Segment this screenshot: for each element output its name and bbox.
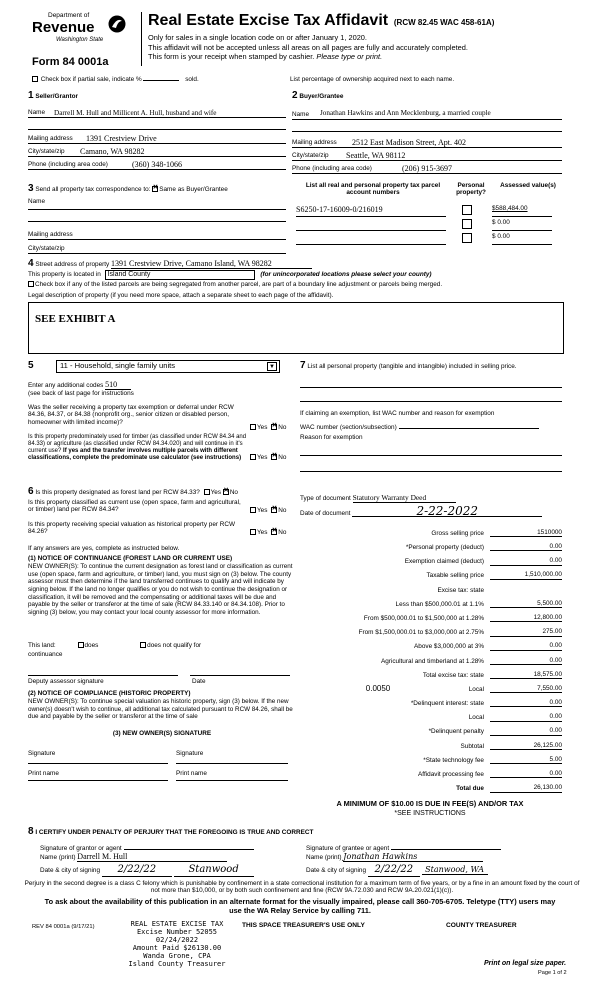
assessed-header: Assessed value(s): [500, 182, 556, 189]
tax-table: [298, 523, 562, 793]
sec4-street-row: 4 Street address of property 1391 Crestview Drive, Camano Island, WA 98282: [28, 258, 560, 270]
grantee-date-row: Date & city of signing 2/22/22 Stanwood, WA: [306, 864, 568, 877]
segregated-checkbox[interactable]: [28, 281, 34, 287]
tax-row-label: *State technology fee: [423, 756, 484, 764]
parcel-number-field[interactable]: [296, 233, 446, 245]
deputy-date-line[interactable]: [190, 670, 290, 676]
assessed-value-field[interactable]: $ 0.00: [492, 219, 552, 231]
sec3-mailing-row: Mailing address: [28, 228, 286, 240]
buyer-name-row2[interactable]: [292, 124, 562, 132]
state-label: Washington State: [56, 37, 104, 43]
personal-header: Personal property?: [456, 182, 486, 197]
tax-row-label: Local: [468, 714, 484, 722]
legal-size-note: Print on legal size paper.: [484, 960, 567, 967]
ownership-note: List percentage of ownership acquired next to each name.: [290, 76, 455, 83]
grantor-sig-row: Signature of grantor or agent: [40, 840, 290, 852]
buyer-heading: 2 Buyer/Grantee: [292, 90, 344, 101]
tax-row-label: Total excise tax: state: [422, 671, 484, 679]
tax-row: [298, 523, 562, 537]
tax-row-value[interactable]: 7,550.00: [490, 685, 562, 693]
seller-name-row2[interactable]: [28, 122, 286, 130]
tax-row-value[interactable]: 0.00: [490, 657, 562, 665]
partial-sale-row: [32, 76, 199, 83]
minimum-notice: A MINIMUM OF $10.00 IS DUE IN FEE(S) AND/OR TAX: [336, 799, 524, 808]
tax-row: [298, 551, 562, 565]
historic-no-checkbox[interactable]: [271, 529, 277, 535]
header-instructions: [148, 33, 468, 62]
deputy-label: Deputy assessor signature: [28, 678, 104, 685]
sec5-number: 5: [28, 360, 34, 371]
county-select[interactable]: Island County: [105, 270, 255, 280]
grantee-date-field[interactable]: 2/22/22: [368, 864, 420, 877]
wac-row: WAC number (section/subsection): [300, 424, 562, 431]
tax-row-value[interactable]: 18,575.00: [490, 671, 562, 679]
owner-sig-line-1[interactable]: [28, 760, 168, 764]
buyer-city-field[interactable]: Seattle, WA 98112: [346, 150, 406, 160]
tax-row-label: Subtotal: [460, 742, 484, 750]
legal-description-text: SEE EXHIBIT A: [35, 313, 116, 325]
grantor-date-field[interactable]: 2/22/22: [102, 864, 172, 877]
sec5-q1: Was the seller receiving a property tax exemption or deferral under RCW 84.36, 84.37, or 84.38 (nonprofit org., senior citizen or disabled person, homeowner with limited income)?: [28, 404, 234, 426]
personal-property-checkbox[interactable]: [462, 233, 472, 243]
tax-row-value[interactable]: 0.00: [490, 770, 562, 778]
legal-description-box[interactable]: [28, 302, 564, 354]
deputy-date-label: Date: [192, 678, 206, 685]
local-rate[interactable]: 0.0050: [365, 684, 391, 694]
tax-row: [298, 608, 562, 622]
grantee-city-field[interactable]: Stanwood, WA: [422, 865, 488, 875]
tax-row-label: Less than $500,000.01 at 1.1%: [395, 600, 484, 608]
certify-line: 8 I CERTIFY UNDER PENALTY OF PERJURY THAT THE FOREGOING IS TRUE AND CORRECT: [28, 826, 314, 837]
sec6-q3-answer: Yes ✕ No: [250, 529, 286, 536]
doc-date-field[interactable]: 2-22-2022: [352, 506, 542, 517]
buyer-city-row: City/state/zip Seattle, WA 98112: [292, 149, 562, 161]
tax-row-label: *Personal property (deduct): [405, 544, 484, 552]
deputy-signature-line[interactable]: [28, 670, 178, 676]
treasurer-stamp: REAL ESTATE EXCISE TAX Excise Number 52055 02/24/2022 Amount Paid $26130.00 Wanda Grone, CPA Island County Treasurer: [128, 920, 226, 969]
tax-row-value[interactable]: 26,130.00: [490, 784, 562, 792]
page-title: Real Estate Excise Tax Affidavit: [148, 12, 389, 29]
owner-sig-title: (3) NEW OWNER(S) SIGNATURE: [112, 730, 212, 737]
dropdown-arrow-icon[interactable]: ▼: [267, 362, 277, 371]
does-checkbox[interactable]: [78, 642, 84, 648]
exemption-label: If claiming an exemption, list WAC number and reason for exemption: [300, 410, 495, 417]
continuance-label: continuance: [28, 651, 63, 658]
grantor-date-row: Date & city of signing 2/22/22 Stanwood: [40, 864, 300, 877]
tax-row-value[interactable]: 0.00: [490, 713, 562, 721]
owner-print-label-2: Print name: [176, 770, 207, 777]
parcel-row: [296, 205, 561, 217]
tax-row: [298, 707, 562, 721]
current-use-no-checkbox[interactable]: [271, 507, 277, 513]
rcw-ref: (RCW 82.45 WAC 458-61A): [393, 18, 495, 27]
tax-row: [298, 722, 562, 736]
parcel-row: [296, 219, 561, 231]
partial-sale-label: Check box if partial sale, indicate %: [40, 76, 142, 83]
page-number: Page 1 of 2: [538, 970, 567, 976]
tax-row: [298, 679, 562, 693]
sec4-county-row: This property is located in Island County (for unincorporated locations please select your county): [28, 270, 432, 280]
notice1-body: NEW OWNER(S): To continue the current designation as forest land or classification as current use (open space, farm and agriculture, or timber) land, you must sign on (3) below. The county assessor must then determine if the land transferred continues to qualify and will indicate by signing below. If the land no longer qualifies or you do not wish to continue the designation or classification, it will be removed and the compensating or additional taxes will be due and payable by the seller or transferor at the time of sale (RCW 84.33.140 or 84.34.108). Prior to signing (3) below, you may contact your local county assessor for more information.: [28, 563, 293, 617]
seller-mailing-field[interactable]: 1391 Crestview Drive: [86, 133, 157, 143]
sec5-q2-answer: Yes ✕ No: [250, 454, 286, 461]
tax-row-value[interactable]: 0.00: [490, 557, 562, 565]
same-as-buyer-checkbox[interactable]: [152, 186, 158, 192]
grantor-name-row: Name (print) Darrell M. Hull: [40, 852, 290, 862]
sec7-label: 7 List all personal property (tangible and intangible) included in selling price.: [300, 360, 517, 371]
tax-row-label: *Delinquent penalty: [428, 728, 484, 736]
tax-row: [298, 537, 562, 551]
tax-row: [298, 736, 562, 750]
tax-row: [298, 651, 562, 665]
buyer-mailing-row: Mailing address 2512 East Madison Street, Apt. 402: [292, 136, 562, 148]
tax-row-value[interactable]: 26,125.00: [490, 742, 562, 750]
seller-name-field[interactable]: Darrell M. Hull and Millicent A. Hull, husband and wife: [54, 108, 217, 117]
sec6-q1: 6 Is this property designated as forest land per RCW 84.33? Yes ✕ No: [28, 486, 298, 498]
q1-no-checkbox[interactable]: [271, 424, 277, 430]
sec6-q2: Is this property classified as current use (open space, farm and agricultural, or timber) land per RCW 84.34?: [28, 499, 241, 514]
perjury-notice: Perjury in the second degree is a class C felony which is punishable by confinement in a state correctional institution for a maximum term of five years, or by a fine in an amount fixed by the court of not more than $10,000, or by both such confinement and fine (RCW 9A.72.030 and RCW 9A.20.021(1)(c)).: [24, 880, 580, 895]
grantor-name-field[interactable]: Darrell M. Hull: [77, 852, 227, 862]
tax-row-value[interactable]: 5,500.00: [490, 600, 562, 608]
instr-line1: Only for sales in a single location code on or after January 1, 2020.: [148, 33, 367, 42]
instr-line3: This form is your receipt when stamped by cashier. Please type or print.: [148, 52, 383, 62]
buyer-mailing-field[interactable]: 2512 East Madison Street, Apt. 402: [352, 137, 466, 147]
tax-row-value[interactable]: 1510000: [490, 529, 562, 537]
owner-print-label-1: Print name: [28, 770, 59, 777]
sec6-q3: Is this property receiving special valuation as historical property per RCW 84.26?: [28, 521, 236, 536]
seller-mailing-row: Mailing address 1391 Crestview Drive: [28, 132, 286, 144]
this-land-row: This land: does does not qualify for: [28, 642, 202, 649]
revenue-swirl-icon: [108, 15, 126, 33]
grantee-name-field[interactable]: Jonathan Hawkins: [343, 852, 483, 862]
seller-city-field[interactable]: Camano, WA 98282: [80, 146, 145, 156]
tax-row: [298, 637, 562, 651]
property-street-field[interactable]: 1391 Crestview Drive, Camano Island, WA 98282: [111, 259, 312, 269]
tax-row-label: Affidavit processing fee: [418, 771, 484, 779]
see-back-note: (see back of last page for instructions: [28, 390, 134, 397]
buyer-name-row: Name Jonathan Hawkins and Ann Mecklenburg, a married couple: [292, 106, 562, 120]
use-code-select[interactable]: 11 - Household, single family units ▼: [56, 360, 280, 373]
personal-property-line-1[interactable]: [300, 382, 562, 388]
parcel-number-field[interactable]: [296, 219, 446, 231]
header-divider: [141, 12, 142, 66]
historic-yes-checkbox[interactable]: [250, 529, 256, 535]
tax-row-value[interactable]: 5.00: [490, 756, 562, 764]
page-title-block: [148, 12, 494, 30]
sec3-city-row: City/state/zip: [28, 242, 286, 254]
seller-heading: 1 Seller/Grantor: [28, 90, 78, 101]
grantee-sig-row: Signature of grantee or agent: [306, 840, 566, 852]
parcel-row: [296, 233, 561, 245]
tax-row-label: Excise tax: state: [437, 586, 484, 594]
buyer-phone-field[interactable]: (206) 915-3697: [402, 163, 452, 173]
personal-property-checkbox[interactable]: [462, 205, 472, 215]
tax-row-label: Total due: [456, 785, 484, 793]
q2-yes-checkbox[interactable]: [250, 454, 256, 460]
does-not-checkbox[interactable]: [140, 642, 146, 648]
sec6-if-any: If any answers are yes, complete as instructed below.: [28, 545, 180, 552]
seller-phone-row: Phone (including area code) (360) 348-1066: [28, 158, 286, 170]
forest-no-checkbox[interactable]: [223, 489, 229, 495]
form-number: Form 84 0001a: [32, 56, 109, 68]
tax-row: [298, 594, 562, 608]
see-instructions: *SEE INSTRUCTIONS: [394, 810, 466, 817]
tax-row: [298, 665, 562, 679]
sec6-q2-answer: Yes ✕ No: [250, 507, 286, 514]
tax-row: [298, 764, 562, 778]
parcel-header: List all real and personal property tax parcel account numbers: [305, 182, 441, 197]
partial-sold-label: sold.: [185, 76, 199, 83]
tax-row-label: From $500,000.01 to $1,500,000 at 1.28%: [363, 614, 484, 622]
sec3-heading: 3 Send all property tax correspondence to: ✕ Same as Buyer/Grantee: [28, 183, 228, 195]
treasurer-space: THIS SPACE TREASURER'S USE ONLY: [242, 922, 365, 929]
notice2-body: NEW OWNER(S): To continue special valuation as historic property, sign (3) below. If the new owner(s) doesn't wish to continue, all additional tax calculated pursuant to RCW 84.26, shall be due and payable by the seller or transferor at the time of sale: [28, 698, 293, 721]
assessed-value-field[interactable]: $588,484.00: [492, 205, 552, 217]
tax-row-value[interactable]: 0.00: [490, 727, 562, 735]
tax-row-label: Above $3,000,000 at 3%: [414, 643, 484, 651]
doc-type-row: Type of document Statutory Warranty Deed: [300, 494, 562, 503]
owner-sig-label-2: Signature: [176, 750, 204, 757]
q2-no-checkbox[interactable]: [271, 454, 277, 460]
owner-print-line-1[interactable]: [28, 777, 168, 781]
legal-label: Legal description of property (if you need more space, attach a separate sheet to each page of the affidavit).: [28, 292, 334, 299]
sec3-name-row: Name: [28, 198, 286, 210]
tax-row-label: Taxable selling price: [426, 572, 484, 580]
additional-codes-row: Enter any additional codes 510: [28, 380, 131, 389]
tax-row-label: Agricultural and timberland at 1.28%: [380, 657, 484, 665]
reason-line-2[interactable]: [300, 466, 562, 472]
tax-row-label: *Delinquent interest: state: [410, 700, 484, 708]
tax-row: [298, 622, 562, 636]
tax-row-label: Local: [468, 685, 484, 693]
tax-row-value[interactable]: 12,800.00: [490, 614, 562, 622]
rev-number: REV 84 0001a (9/17/21): [32, 924, 95, 930]
seller-name-row: Name Darrell M. Hull and Millicent A. Hull, husband and wife: [28, 104, 286, 118]
owner-sig-label-1: Signature: [28, 750, 56, 757]
tax-row: [298, 566, 562, 580]
doc-type-field[interactable]: Statutory Warranty Deed: [353, 493, 457, 503]
tax-row: [298, 778, 562, 792]
tax-row: [298, 750, 562, 764]
grantor-signature-field[interactable]: [124, 840, 254, 850]
tax-row-label: Exemption claimed (deduct): [404, 558, 484, 566]
partial-sale-checkbox[interactable]: [32, 76, 38, 82]
tax-row-label: Gross selling price: [431, 529, 484, 537]
doc-date-row: Date of document 2-22-2022: [300, 506, 562, 517]
dor-logo: [30, 12, 128, 52]
tax-row: [298, 580, 562, 594]
buyer-name-field[interactable]: Jonathan Hawkins and Ann Mecklenburg, a married couple: [320, 108, 491, 117]
seller-phone-field[interactable]: (360) 348-1066: [132, 159, 182, 169]
tax-row-value[interactable]: 0.00: [490, 543, 562, 551]
sec3-name-row2[interactable]: [28, 214, 286, 222]
instr-line2: This affidavit will not be accepted unless all areas on all pages are fully and accurately completed.: [148, 42, 468, 52]
personal-property-line-2[interactable]: [300, 396, 562, 402]
current-use-yes-checkbox[interactable]: [250, 507, 256, 513]
forest-yes-checkbox[interactable]: [204, 489, 210, 495]
tax-row-value[interactable]: 1,510,000.00: [490, 571, 562, 579]
tax-row-value[interactable]: 275.00: [490, 628, 562, 636]
reason-label: Reason for exemption: [300, 434, 363, 441]
grantee-signature-field[interactable]: [391, 840, 501, 850]
segregated-row: Check box if any of the listed parcels are being segregated from another parcel, are part of a boundary line adjustment or parcels being merged.: [28, 281, 568, 288]
grantor-city-field[interactable]: Stanwood: [174, 864, 254, 877]
owner-sig-line-2[interactable]: [176, 760, 288, 764]
county-treasurer: COUNTY TREASURER: [446, 922, 517, 929]
notice2-title: (2) NOTICE OF COMPLIANCE (HISTORIC PROPERTY): [28, 690, 191, 697]
assessed-value-field[interactable]: $ 0.00: [492, 233, 552, 245]
q1-yes-checkbox[interactable]: [250, 424, 256, 430]
tax-row-value[interactable]: 0.00: [490, 642, 562, 650]
seller-city-row: City/state/zip Camano, WA 98282: [28, 145, 286, 157]
sec5-q2: Is this property predominately used for timber (as classified under RCW 84.34 and 84.33) or agriculture (as classified under RCW 84.34.020) and will continue in it's current use? If yes and the transfer involves multiple parcels with different classifications, complete the predominate use calculator (see instructions): [28, 434, 247, 461]
tax-row-label: From $1,500,000.01 to $3,000,000 at 2.75%: [358, 629, 484, 637]
tax-row-value[interactable]: 0.00: [490, 699, 562, 707]
revenue-label: Revenue: [32, 19, 95, 36]
grantee-name-row: Name (print) Jonathan Hawkins: [306, 852, 566, 862]
alt-format-notice: To ask about the availability of this publication in an alternate format for the visually impaired, please call 360-705-6705. Teletype (TTY) users may use the WA Relay Service by calling 711.: [44, 897, 556, 915]
dept-label: Department of: [48, 12, 90, 19]
buyer-phone-row: Phone (including area code) (206) 915-3697: [292, 162, 562, 174]
personal-property-checkbox[interactable]: [462, 219, 472, 229]
notice1-title: (1) NOTICE OF CONTINUANCE (FOREST LAND OR CURRENT USE): [28, 555, 233, 562]
sec5-q1-answer: Yes ✕ No: [250, 424, 286, 431]
tax-row: [298, 693, 562, 707]
owner-print-line-2[interactable]: [176, 777, 288, 781]
parcel-number-field[interactable]: S6250-17-16009-0/216019: [296, 205, 446, 217]
reason-line-1[interactable]: [300, 450, 562, 456]
additional-codes-field[interactable]: 510: [105, 380, 131, 390]
